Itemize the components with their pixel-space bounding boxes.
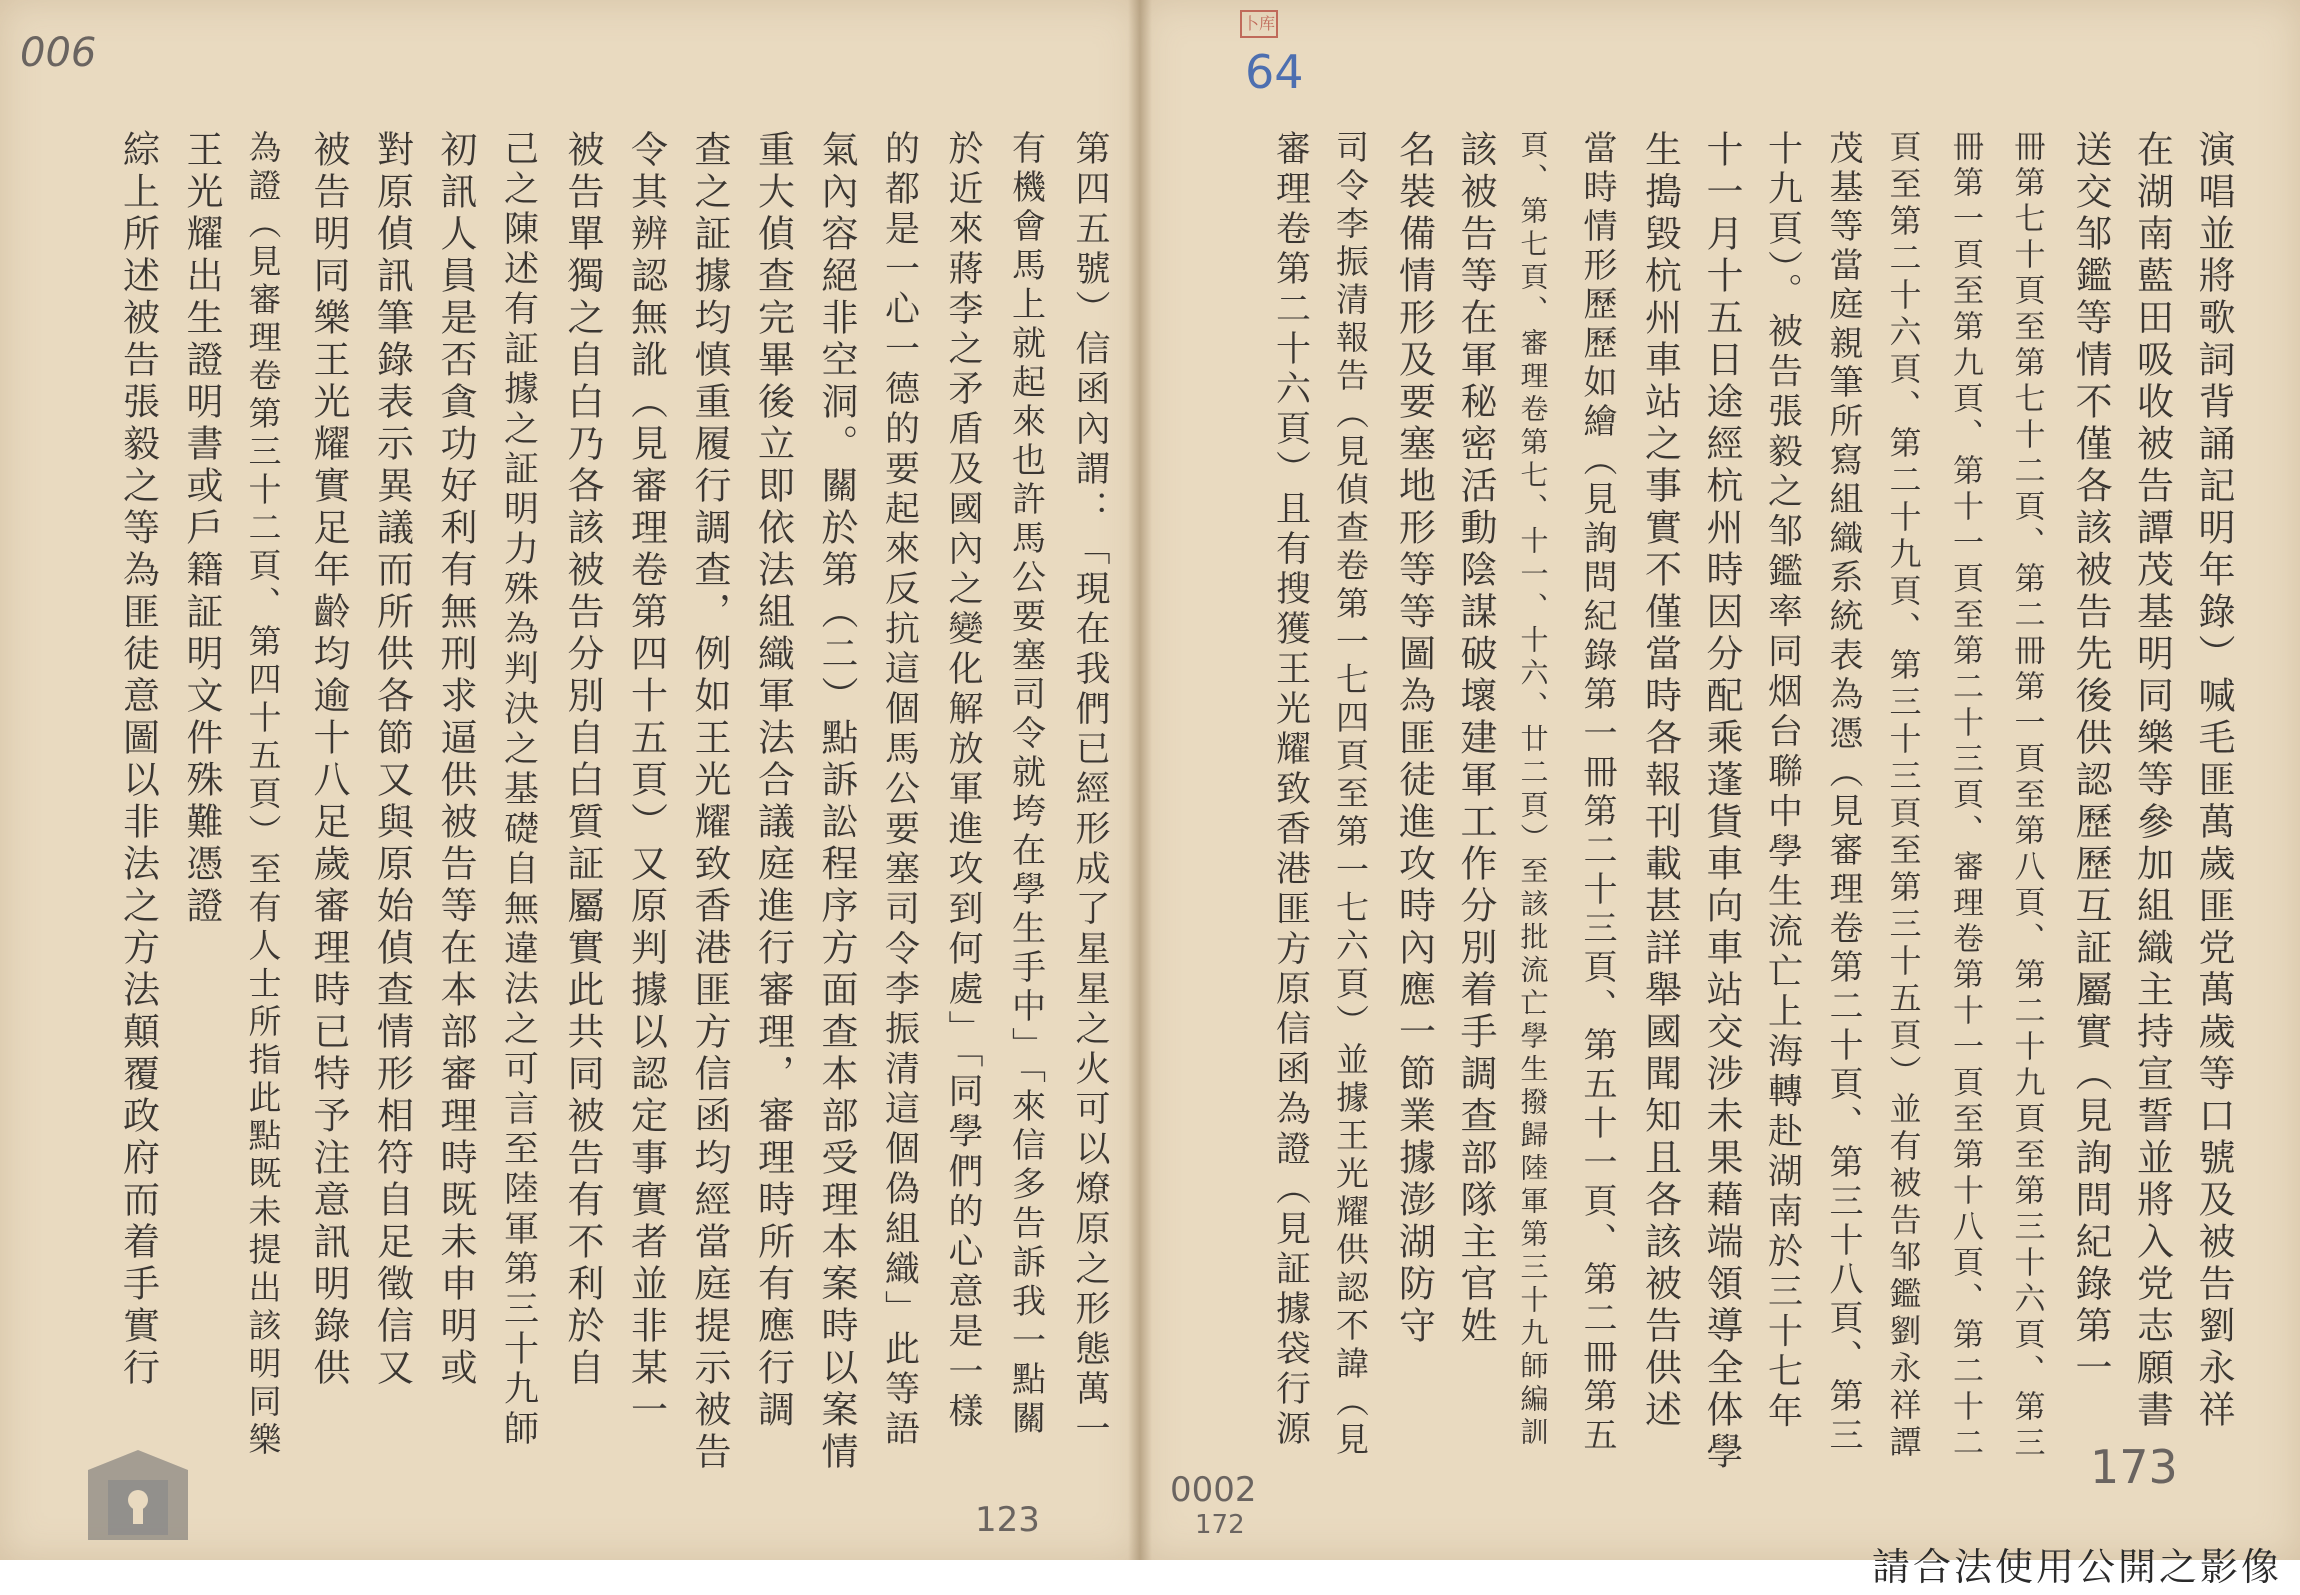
text-column: 十九頁）。被告張毅之邹鑑率同烟台聯中學生流亡上海轉赴湖南於三十七年 — [1762, 130, 1803, 1433]
text-column: 被告明同樂王光耀實足年齡均逾十八足歲審理時已特予注意訊明錄供 — [307, 130, 350, 1390]
text-column: 在湖南藍田吸收被告譚茂基明同樂等參加組織主持宣誓並將入党志願書 — [2130, 130, 2174, 1432]
page-number-right: 64 — [1245, 45, 1304, 99]
text-column: 頁、第七頁、審理卷第七、十一、十六、廿二頁）至該批流亡學生撥歸陸軍第三十九師編訓 — [1516, 130, 1550, 1450]
text-column: 冊第一頁至第九頁、第十一頁至第二十三頁、審理卷第十一頁至第十八頁、第二十二 — [1947, 130, 1983, 1462]
text-column: 當時情形歷歷如繪（見詢問紀錄第一冊第二十三頁、第五十一頁、第二冊第五 — [1577, 130, 1617, 1456]
page-number-right-bottom-b: 172 — [1195, 1510, 1245, 1540]
text-column: 對原偵訊筆錄表示異議而所供各節又與原始偵查情形相符自足徵信又 — [370, 130, 414, 1390]
text-column: 審理卷第二十六頁）且有搜獲王光耀致香港匪方原信函為證（見証據袋行源 — [1270, 130, 1311, 1450]
text-column: 初訊人員是否貪功好利有無刑求逼供被告等在本部審理時既未申明或 — [434, 130, 477, 1390]
archive-logo — [78, 1440, 198, 1550]
text-column: 名裝備情形及要塞地形等等圖為匪徒進攻時內應一節業據澎湖防守 — [1392, 130, 1436, 1348]
text-column: 頁至第二十六頁、第二十九頁、第三十三頁至第三十五頁）並有被告邹鑑劉永祥譚 — [1884, 130, 1923, 1462]
text-column: 該被告等在軍秘密活動陰謀破壞建軍工作分別着手調查部隊主官姓 — [1454, 130, 1497, 1348]
text-column: 被告單獨之自白乃各該被告分別自白質証屬實此共同被告有不利於自 — [561, 130, 604, 1390]
text-column: 生搗毀杭州車站之事實不僅當時各報刊載甚詳舉國聞知且各該被告供述 — [1638, 130, 1682, 1432]
text-column: 送交邹鑑等情不僅各該被告先後供認歷歷互証屬實（見詢問紀錄第一 — [2069, 130, 2112, 1390]
text-column: 王光耀出生證明書或戶籍証明文件殊難憑證 — [180, 130, 223, 928]
text-column: 司令李振清報告（見偵查卷第一七四頁至第一七六頁）並據王光耀供認不諱（見 — [1331, 130, 1370, 1460]
text-column: 綜上所述被告張毅之等為匪徒意圖以非法之方法顛覆政府而着手實行 — [116, 130, 160, 1390]
text-column: 重大偵查完畢後立即依法組織軍法合議庭進行審理，審理時所有應行調 — [751, 130, 795, 1432]
text-column: 於近來蔣李之矛盾及國內之變化解放軍進攻到何處」「同學們的心意是一樣 — [943, 130, 983, 1433]
text-column: 有機會馬上就起來也許馬公要塞司令就垮在學生手中」「來信多告訴我一點關 — [1005, 130, 1046, 1439]
page-number-right-corner: 173 — [2090, 1440, 2178, 1494]
page-number-left: 006 — [20, 30, 97, 76]
text-column: 查之証據均慎重履行調查，例如王光耀致香港匪方信函均經當庭提示被告 — [688, 130, 731, 1474]
text-column: 的都是一心一德的要起來反抗這個馬公要塞司令李振清這個偽組織」此等語 — [879, 130, 920, 1450]
usage-notice: 請合法使用公開之影像 — [1871, 1545, 2282, 1589]
page-number-left-bottom: 123 — [975, 1500, 1040, 1540]
text-column: 演唱並將歌詞背誦記明年錄）喊毛匪萬歲匪党萬歲等口號及被告劉永祥 — [2192, 130, 2235, 1432]
text-column: 氣內容絕非空洞。關於第（二）點訴訟程序方面查本部受理本案時以案情 — [815, 130, 858, 1474]
archive-stamp: 卜库 — [1240, 10, 1278, 38]
text-column: 茂基等當庭親筆所寫組織系統表為憑（見審理卷第二十頁、第三十八頁、第三 — [1823, 130, 1863, 1456]
text-column: 為證（見審理卷第三十二頁、第四十五頁）至有人士所指此點既未提出該明同樂 — [243, 130, 283, 1460]
text-column: 令其辨認無訛（見審理卷第四十五頁）又原判據以認定事實者並非某一 — [624, 130, 668, 1432]
text-column: 第四五號）信函內謂：「現在我們已經形成了星星之火可以燎原之形態萬一 — [1070, 130, 1110, 1450]
page-fold — [1128, 0, 1152, 1560]
text-column: 十一月十五日途經杭州時因分配乘蓬貨車向車站交涉未果藉端領導全体學 — [1700, 130, 1743, 1474]
text-column: 冊第七十頁至第七十二頁、第二冊第一頁至第八頁、第二十九頁至第三十六頁、第三 — [2008, 130, 2045, 1462]
text-column: 己之陳述有証據之証明力殊為判決之基礎自無違法之可言至陸軍第三十九師 — [498, 130, 539, 1450]
page-number-right-bottom-a: 0002 — [1170, 1470, 1257, 1510]
